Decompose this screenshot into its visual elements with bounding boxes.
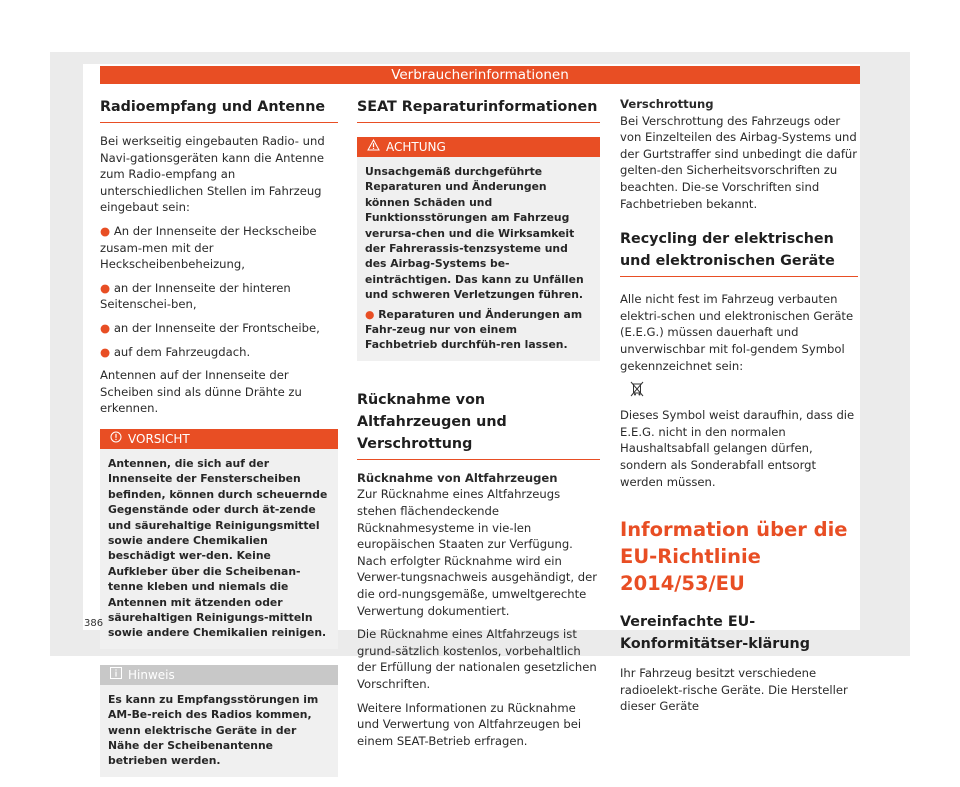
subheading-takeback: Rücknahme von Altfahrzeugen xyxy=(357,470,558,485)
conformity-para: Ihr Fahrzeug besitzt verschiedene radioelekt-rische Geräte. Die Hersteller dieser Geräte xyxy=(620,666,848,714)
takeback-para-1: Zur Rücknahme eines Altfahrzeugs stehen flächendeckende Rücknahmesysteme in vie-len europäischen Staaten zur Verfügung. Nach erfolgter Rücknahme wird ein Verwer-tungsnachweis ausgehändigt, der die ord-nungsgemäße, umweltgerechte Verwertung dokumentiert. xyxy=(357,487,598,618)
radio-intro: Bei werkseitig eingebauten Radio- und Navi-gationsgeräten kann die Antenne zum Radio-empfang an unterschiedlichen Stellen im Fahrzeug eingebaut sein: xyxy=(100,134,325,215)
weee-symbol xyxy=(620,381,858,401)
column-1 xyxy=(100,96,338,787)
section-heading-recycling: Recycling der elektrischen und elektronischen Geräte xyxy=(620,228,858,277)
hinweis-header xyxy=(100,665,338,685)
vorsicht-header xyxy=(100,429,338,449)
achtung-header xyxy=(357,137,600,157)
subheading-scrapping: Verschrottung xyxy=(620,97,714,111)
bullet-item: ● an der Innenseite der hinteren Seitenschei-ben, xyxy=(100,280,291,312)
scrapping-para: Bei Verschrottung des Fahrzeugs oder von Einzelteilen des Airbag-Systems und der Gurtstraffer sind unbedingt die dafür gelten-den Sicherheitsvorschriften zu beachten. Die-se Vorschriften sind Fachbetrieben bekannt. xyxy=(620,113,858,211)
warning-triangle-icon xyxy=(367,137,380,157)
hinweis-label: Hinweis xyxy=(128,667,175,682)
recycling-para-2: Dieses Symbol weist daraufhin, dass die E.E.G. nicht in den normalen Haushaltsabfall gelangen dürfen, sondern als Sonderabfall entsorgt werden müssen. xyxy=(620,408,855,489)
eu-directive-heading: Information über die EU-Richtlinie 2014/53/EU xyxy=(620,518,848,596)
achtung-bullet: ● Reparaturen und Änderungen am Fahr-zeug nur von einem Fachbetrieb durchfüh-ren lassen. xyxy=(365,307,583,352)
vorsicht-label: VORSICHT xyxy=(128,431,190,446)
vorsicht-box xyxy=(100,429,338,649)
achtung-body xyxy=(357,157,600,361)
bullet-item: ● an der Innenseite der Frontscheibe, xyxy=(100,320,320,335)
section-heading-conformity: Vereinfachte EU-Konformitätser-klärung xyxy=(620,614,810,653)
section-heading-radio: Radioempfang und Antenne xyxy=(100,96,338,123)
section-heading-takeback: Rücknahme von Altfahrzeugen und Verschrottung xyxy=(357,389,600,460)
achtung-label: ACHTUNG xyxy=(386,140,446,154)
info-icon xyxy=(110,665,122,685)
section-heading-repair: SEAT Reparaturinformationen xyxy=(357,96,600,123)
bullet-item: ● auf dem Fahrzeugdach. xyxy=(100,344,251,359)
achtung-box xyxy=(357,137,600,361)
page-number: 386 xyxy=(84,618,104,629)
column-3 xyxy=(620,96,858,722)
achtung-text: Unsachgemäß durchgeführte Reparaturen und Änderungen können Schäden und Funktionsstörungen am Fahrzeug verursa-chen und die Wirksamkeit der Fahrerassis-tenzsysteme und des Airbag-Systems be-einträchtigen. Das kann zu Unfällen und schweren Verletzungen führen. xyxy=(365,165,584,302)
exclamation-circle-icon xyxy=(110,429,122,449)
column-2 xyxy=(357,96,600,756)
chapter-banner: Verbraucherinformationen xyxy=(100,66,860,84)
takeback-para-3: Weitere Informationen zu Rücknahme und Verwertung von Altfahrzeugen bei einem SEAT-Betrieb erfragen. xyxy=(357,700,582,748)
bullet-item: ● An der Innenseite der Heckscheibe zusam-men mit der Heckscheibenbeheizung, xyxy=(100,223,317,272)
hinweis-text: Es kann zu Empfangsstörungen im AM-Be-reich des Radios kommen, wenn elektrische Geräte in der Nähe der Scheibenantenne betrieben werden. xyxy=(108,692,319,768)
takeback-para-2: Die Rücknahme eines Altfahrzeugs ist grund-sätzlich kostenlos, vorbehaltlich der Erfüllung der nationalen gesetzlichen Vorschriften. xyxy=(357,627,597,691)
crossed-bin-icon xyxy=(630,381,644,401)
radio-outro: Antennen auf der Innenseite der Scheiben sind als dünne Drähte zu erkennen. xyxy=(100,368,302,416)
recycling-para-1: Alle nicht fest im Fahrzeug verbauten elektri-schen und elektronischen Geräte (E.E.G.) müssen dauerhaft und unverwischbar mit fol-gendem Symbol gekennzeichnet sein: xyxy=(620,292,854,373)
vorsicht-text: Antennen, die sich auf der Innenseite der Fensterscheiben befinden, können durch scheuernde Gegenstände oder durch ät-zende und säurehaltige Reinigungsmittel sowie andere Chemikalien beschädigt wer-den. Keine Aufkleber über die Scheibenan-tenne kleben und niemals die Antennen mit ätzenden oder säurehaltigen Reinigungs-mitteln sowie andere Chemikalien reinigen. xyxy=(108,456,328,640)
hinweis-box xyxy=(100,665,338,777)
